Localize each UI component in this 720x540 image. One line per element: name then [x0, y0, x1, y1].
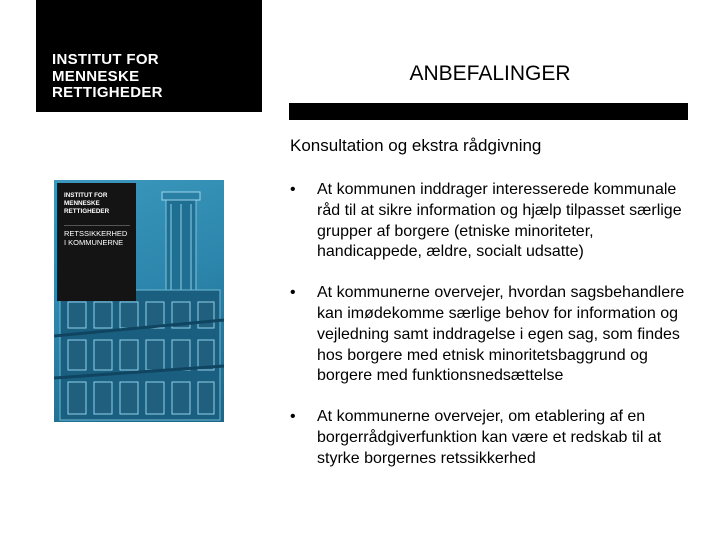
report-cover-image: [54, 180, 224, 422]
slide-title: ANBEFALINGER: [409, 62, 571, 85]
list-item: [290, 180, 690, 263]
cover-divider: [64, 225, 130, 226]
logo-text: INSTITUT FOR MENNESKE RETTIGHEDER: [52, 51, 163, 101]
list-item: [290, 283, 690, 387]
bullet-marker: •: [290, 408, 296, 426]
cover-logo-text: INSTITUT FOR MENNESKE RETTIGHEDER: [64, 192, 110, 215]
institute-logo: [36, 0, 262, 112]
bullet-text: At kommunerne overvejer, hvordan sagsbehandlere kan imødekomme særlige behov for information og vejledning samt inddragelse i egen sag, som findes hos borgere med etnisk minoritetsbaggrund og borgere med funktionsnedsættelse: [317, 284, 685, 385]
bullet-marker: •: [290, 284, 296, 302]
bullet-text: At kommunerne overvejer, om etablering af en borgerrådgiverfunktion kan være et redskab til at styrke borgernes retssikkerhed: [317, 408, 662, 467]
slide-subtitle: Konsultation og ekstra rådgivning: [290, 136, 542, 155]
list-item: [290, 407, 690, 469]
bullet-text: At kommunen inddrager interesserede kommunale råd til at sikre information og hjælp tilpasset særlige grupper af borgere (etniske minoriteter, handicappede, ældre, socialt udsatte): [317, 181, 682, 261]
recommendation-list: [290, 180, 690, 470]
cover-title: RETSSIKKERHED I KOMMUNERNE: [64, 229, 128, 247]
bullet-marker: •: [290, 181, 296, 198]
title-divider-bar: [289, 103, 688, 120]
cover-title-panel: [57, 183, 136, 301]
